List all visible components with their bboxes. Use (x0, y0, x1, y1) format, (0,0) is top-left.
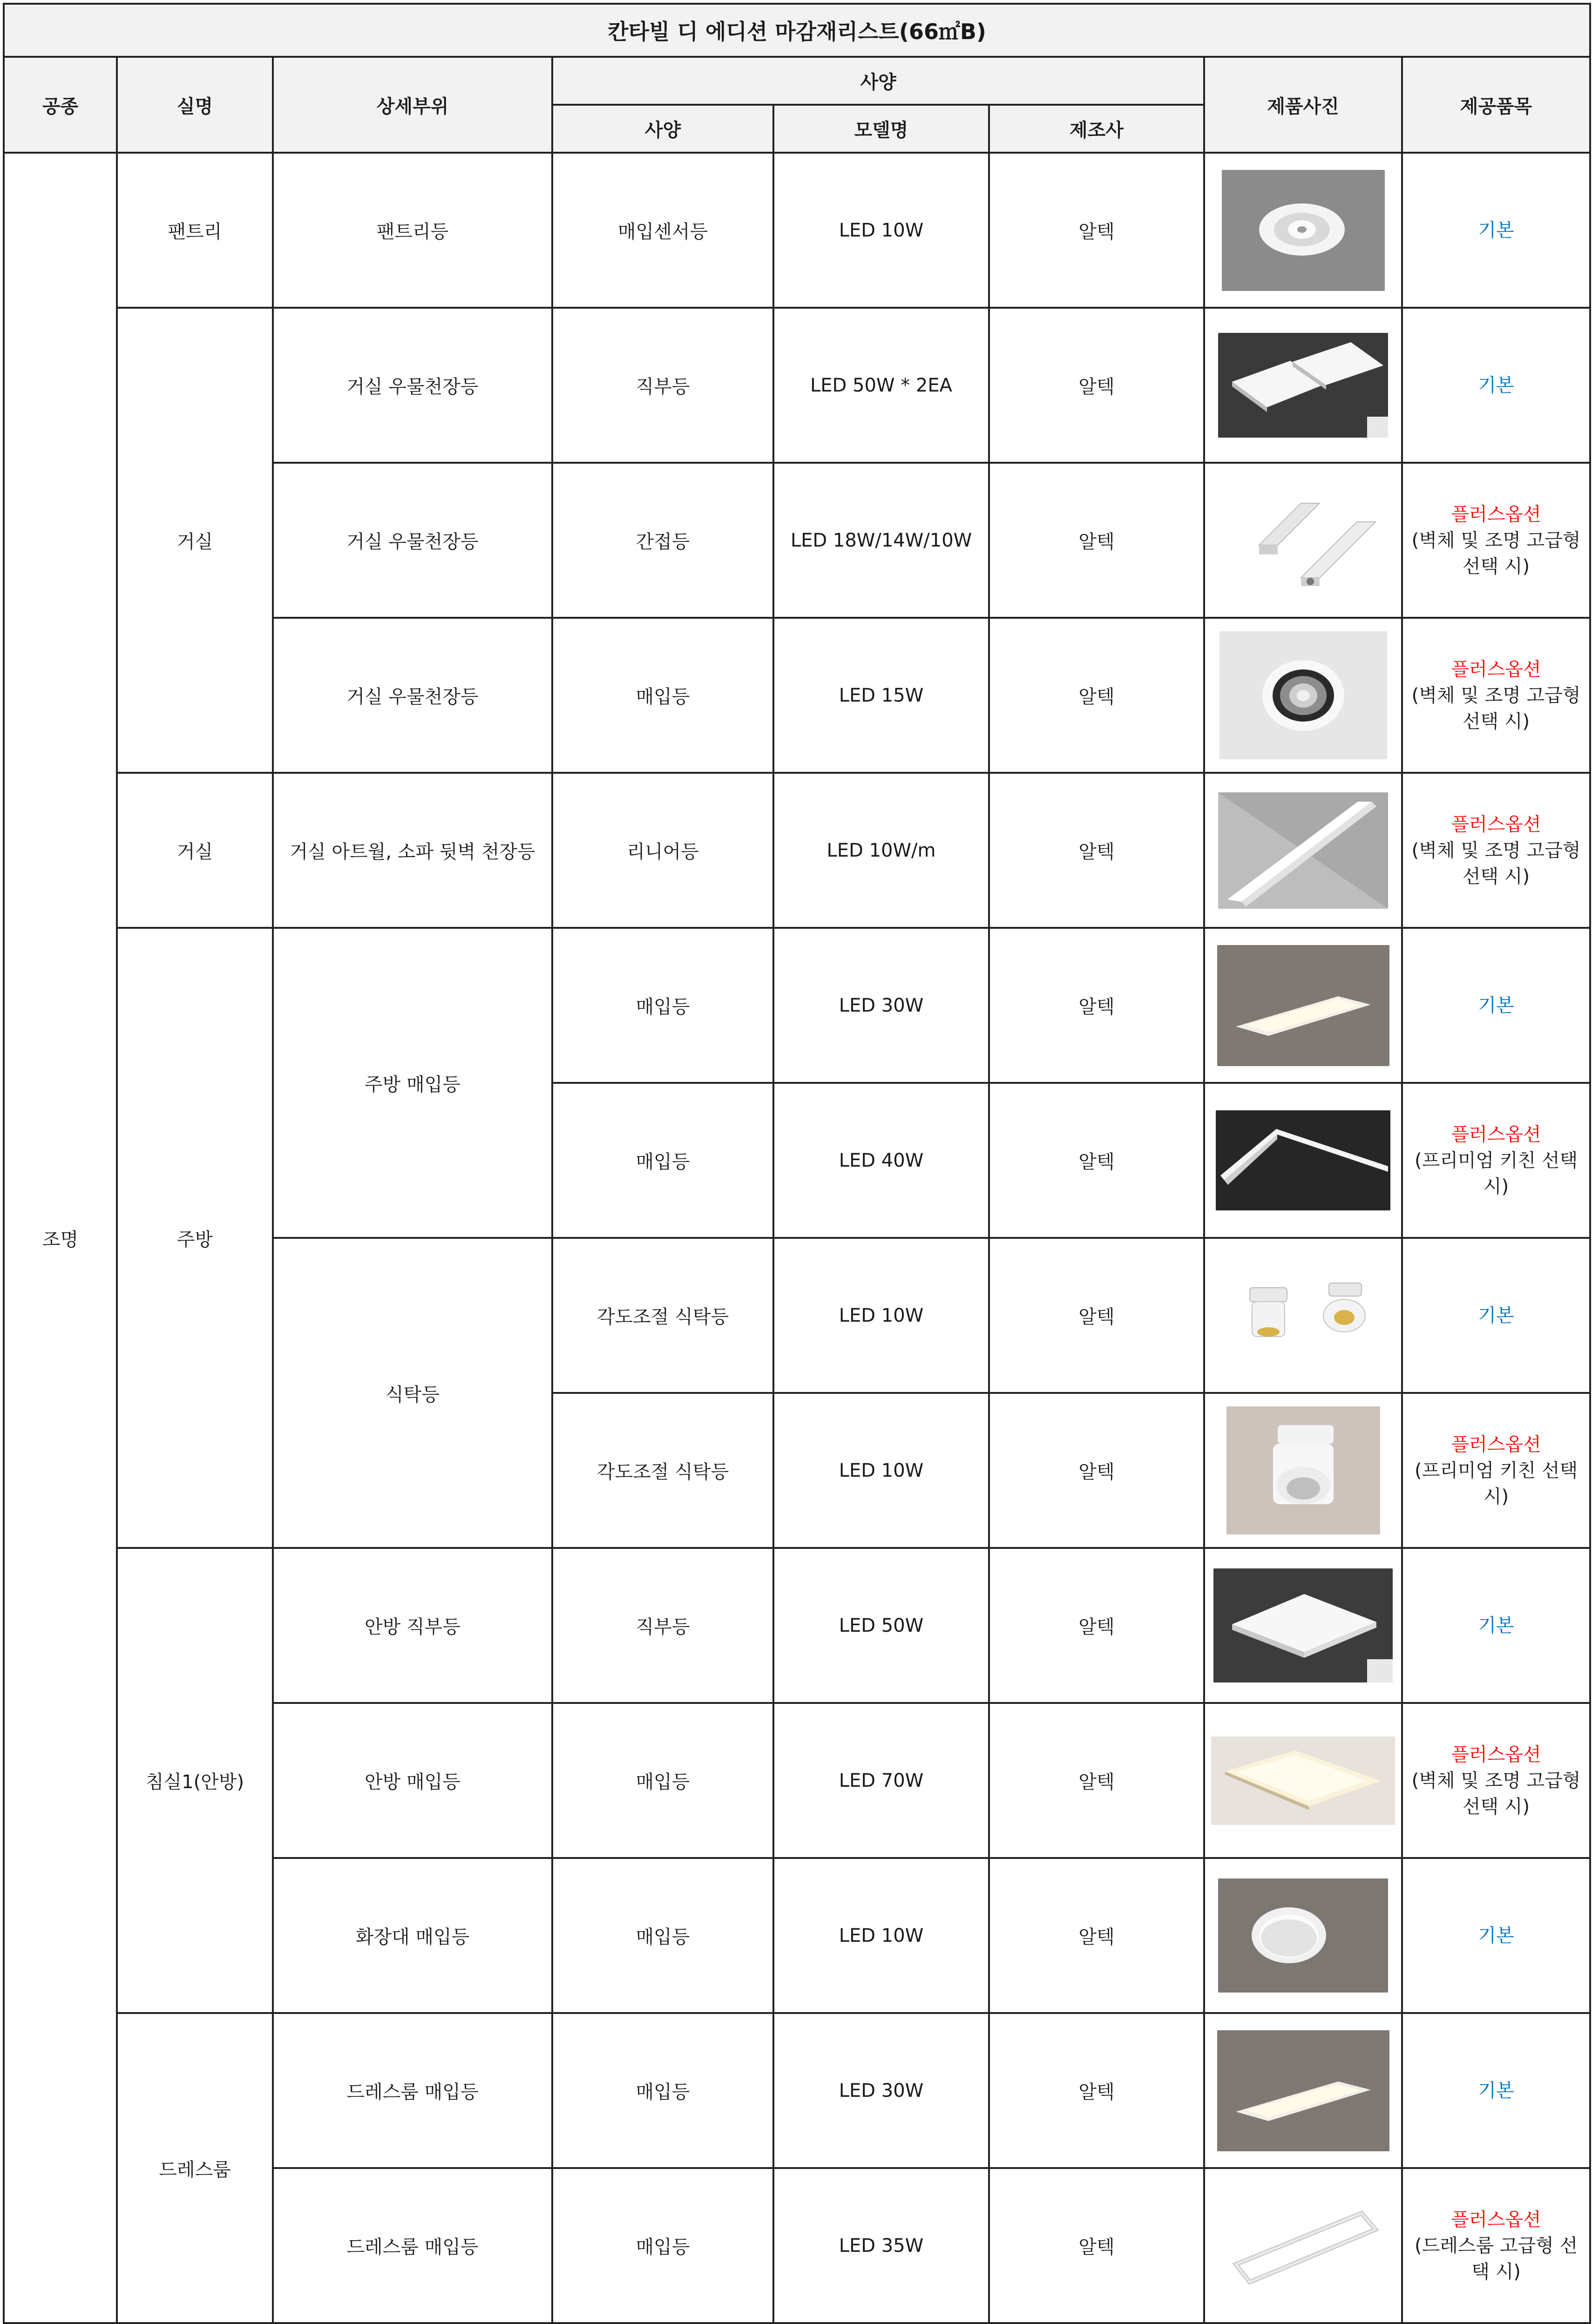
provided-cell (1402, 1083, 1590, 1238)
rect-recessed-panel-icon (1217, 2030, 1389, 2151)
provided-note: (프리미엄 키친 선택 시) (1414, 1459, 1578, 1507)
provided-label: 플러스옵션 (1451, 503, 1541, 525)
provided-cell (1402, 618, 1590, 773)
model-cell: LED 30W (773, 928, 989, 1083)
detail-cell: 거실 우물천장등 (273, 463, 552, 618)
header-photo: 제품사진 (1204, 57, 1402, 153)
detail-cell: 식탁등 (273, 1238, 552, 1548)
table-row (4, 1548, 1590, 1703)
twin-flat-panel-icon (1218, 333, 1388, 438)
table-row (4, 773, 1590, 928)
indirect-profile-bars-icon (1226, 494, 1380, 587)
maker-cell: 알텍 (989, 1393, 1204, 1548)
provided-cell (1402, 1238, 1590, 1393)
maker-cell: 알텍 (989, 1858, 1204, 2013)
provided-note: (벽체 및 조명 고급형 선택 시) (1411, 1770, 1581, 1817)
provided-cell (1402, 928, 1590, 1083)
detail-cell: 주방 매입등 (273, 928, 552, 1238)
header-spec-group: 사양 (552, 57, 1204, 105)
model-cell: LED 10W (773, 1238, 989, 1393)
spec-cell: 매입등 (552, 1858, 773, 2013)
provided-label: 플러스옵션 (1451, 2209, 1541, 2230)
photo-cell (1204, 1548, 1402, 1703)
model-cell: LED 10W (773, 153, 989, 308)
photo-cell (1204, 1703, 1402, 1858)
provided-note: (벽체 및 조명 고급형 선택 시) (1411, 529, 1581, 577)
linear-slot-light-icon (1218, 792, 1388, 909)
maker-cell: 알텍 (989, 2168, 1204, 2323)
header-model: 모델명 (773, 105, 989, 153)
photo-cell (1204, 928, 1402, 1083)
header-category: 공종 (4, 57, 117, 153)
photo-cell (1204, 1393, 1402, 1548)
room-cell-bedroom: 침실1(안방) (117, 1548, 273, 2013)
header-detail: 상세부위 (273, 57, 552, 153)
provided-label: 플러스옵션 (1451, 1743, 1541, 1765)
provided-cell (1402, 2013, 1590, 2168)
provided-cell (1402, 308, 1590, 463)
spec-cell: 각도조절 식탁등 (552, 1393, 773, 1548)
provided-cell (1402, 463, 1590, 618)
maker-cell: 알텍 (989, 2013, 1204, 2168)
provided-note: (드레스룸 고급형 선택 시) (1414, 2235, 1578, 2283)
detail-cell: 드레스룸 매입등 (273, 2013, 552, 2168)
provided-cell (1402, 2168, 1590, 2323)
spec-cell: 매입센서등 (552, 153, 773, 308)
provided-note: (벽체 및 조명 고급형 선택 시) (1411, 684, 1581, 732)
provided-label: 플러스옵션 (1451, 813, 1541, 835)
header-room: 실명 (117, 57, 273, 153)
model-cell: LED 10W (773, 1858, 989, 2013)
photo-cell (1204, 153, 1402, 308)
spec-cell: 매입등 (552, 1083, 773, 1238)
room-cell-pantry: 팬트리 (117, 153, 273, 308)
model-cell: LED 70W (773, 1703, 989, 1858)
spec-cell: 매입등 (552, 2013, 773, 2168)
detail-cell: 거실 아트월, 소파 뒷벽 천장등 (273, 773, 552, 928)
angled-line-light-icon (1216, 1110, 1390, 1210)
maker-cell: 알텍 (989, 928, 1204, 1083)
frame-line-light-icon (1226, 2195, 1380, 2297)
model-cell: LED 15W (773, 618, 989, 773)
model-cell: LED 10W (773, 1393, 989, 1548)
provided-label: 플러스옵션 (1451, 1433, 1541, 1455)
provided-label: 기본 (1478, 2080, 1514, 2101)
square-recessed-panel-icon (1211, 1736, 1395, 1825)
header-provided: 제공품목 (1402, 57, 1590, 153)
rect-recessed-panel-icon (1217, 945, 1389, 1066)
table-row (4, 153, 1590, 308)
model-cell: LED 18W/14W/10W (773, 463, 989, 618)
photo-cell (1204, 308, 1402, 463)
spec-cell: 직부등 (552, 308, 773, 463)
spec-cell: 간접등 (552, 463, 773, 618)
detail-cell: 드레스룸 매입등 (273, 2168, 552, 2323)
maker-cell: 알텍 (989, 1548, 1204, 1703)
chrome-downlight-icon (1219, 631, 1387, 759)
spec-cell: 리니어등 (552, 773, 773, 928)
model-cell: LED 35W (773, 2168, 989, 2323)
provided-cell (1402, 773, 1590, 928)
provided-note: (벽체 및 조명 고급형 선택 시) (1411, 839, 1581, 887)
detail-cell: 팬트리등 (273, 153, 552, 308)
table-row (4, 308, 1590, 463)
photo-cell (1204, 773, 1402, 928)
provided-label: 기본 (1478, 1615, 1514, 1636)
provided-label: 기본 (1478, 374, 1514, 396)
room-cell-dressroom: 드레스룸 (117, 2013, 273, 2323)
spec-cell: 매입등 (552, 618, 773, 773)
maker-cell: 알텍 (989, 1083, 1204, 1238)
model-cell: LED 50W * 2EA (773, 308, 989, 463)
photo-cell (1204, 1858, 1402, 2013)
category-cell: 조명 (4, 153, 117, 2323)
model-cell: LED 40W (773, 1083, 989, 1238)
maker-cell: 알텍 (989, 153, 1204, 308)
maker-cell: 알텍 (989, 1238, 1204, 1393)
room-cell-kitchen: 주방 (117, 928, 273, 1548)
provided-cell (1402, 1393, 1590, 1548)
round-downlight-icon (1218, 1878, 1388, 1993)
model-cell: LED 30W (773, 2013, 989, 2168)
provided-label: 기본 (1478, 219, 1514, 241)
provided-label: 기본 (1478, 994, 1514, 1016)
detail-cell: 화장대 매입등 (273, 1858, 552, 2013)
maker-cell: 알텍 (989, 618, 1204, 773)
provided-label: 플러스옵션 (1451, 1123, 1541, 1145)
spec-cell: 매입등 (552, 1703, 773, 1858)
photo-cell (1204, 1083, 1402, 1238)
photo-cell (1204, 2168, 1402, 2323)
provided-note: (프리미엄 키친 선택 시) (1414, 1149, 1578, 1197)
maker-cell: 알텍 (989, 308, 1204, 463)
provided-cell (1402, 1858, 1590, 2013)
provided-label: 기본 (1478, 1925, 1514, 1946)
provided-cell (1402, 153, 1590, 308)
room-cell-living-2: 거실 (117, 773, 273, 928)
provided-label: 플러스옵션 (1451, 658, 1541, 680)
table-row (4, 2013, 1590, 2168)
header-spec: 사양 (552, 105, 773, 153)
photo-cell (1204, 618, 1402, 773)
square-flat-panel-icon (1213, 1568, 1393, 1682)
maker-cell: 알텍 (989, 773, 1204, 928)
detail-cell: 거실 우물천장등 (273, 618, 552, 773)
spec-cell: 직부등 (552, 1548, 773, 1703)
detail-cell: 안방 매입등 (273, 1703, 552, 1858)
spec-cell: 매입등 (552, 928, 773, 1083)
model-cell: LED 50W (773, 1548, 989, 1703)
provided-cell (1402, 1548, 1590, 1703)
adjustable-spot-single-icon (1226, 1406, 1380, 1534)
photo-cell (1204, 463, 1402, 618)
room-cell-living: 거실 (117, 308, 273, 773)
photo-cell (1204, 1238, 1402, 1393)
round-sensor-downlight-icon (1222, 170, 1385, 291)
provided-label: 기본 (1478, 1304, 1514, 1326)
page-title: 칸타빌 디 에디션 마감재리스트(66㎡B) (4, 4, 1590, 57)
finish-materials-table (3, 3, 1591, 2324)
maker-cell: 알텍 (989, 463, 1204, 618)
detail-cell: 안방 직부등 (273, 1548, 552, 1703)
photo-cell (1204, 2013, 1402, 2168)
provided-cell (1402, 1703, 1590, 1858)
spec-cell: 각도조절 식탁등 (552, 1238, 773, 1393)
detail-cell: 거실 우물천장등 (273, 308, 552, 463)
adjustable-spot-pair-icon (1224, 1269, 1382, 1362)
maker-cell: 알텍 (989, 1703, 1204, 1858)
table-row (4, 928, 1590, 1083)
header-maker: 제조사 (989, 105, 1204, 153)
model-cell: LED 10W/m (773, 773, 989, 928)
spec-cell: 매입등 (552, 2168, 773, 2323)
